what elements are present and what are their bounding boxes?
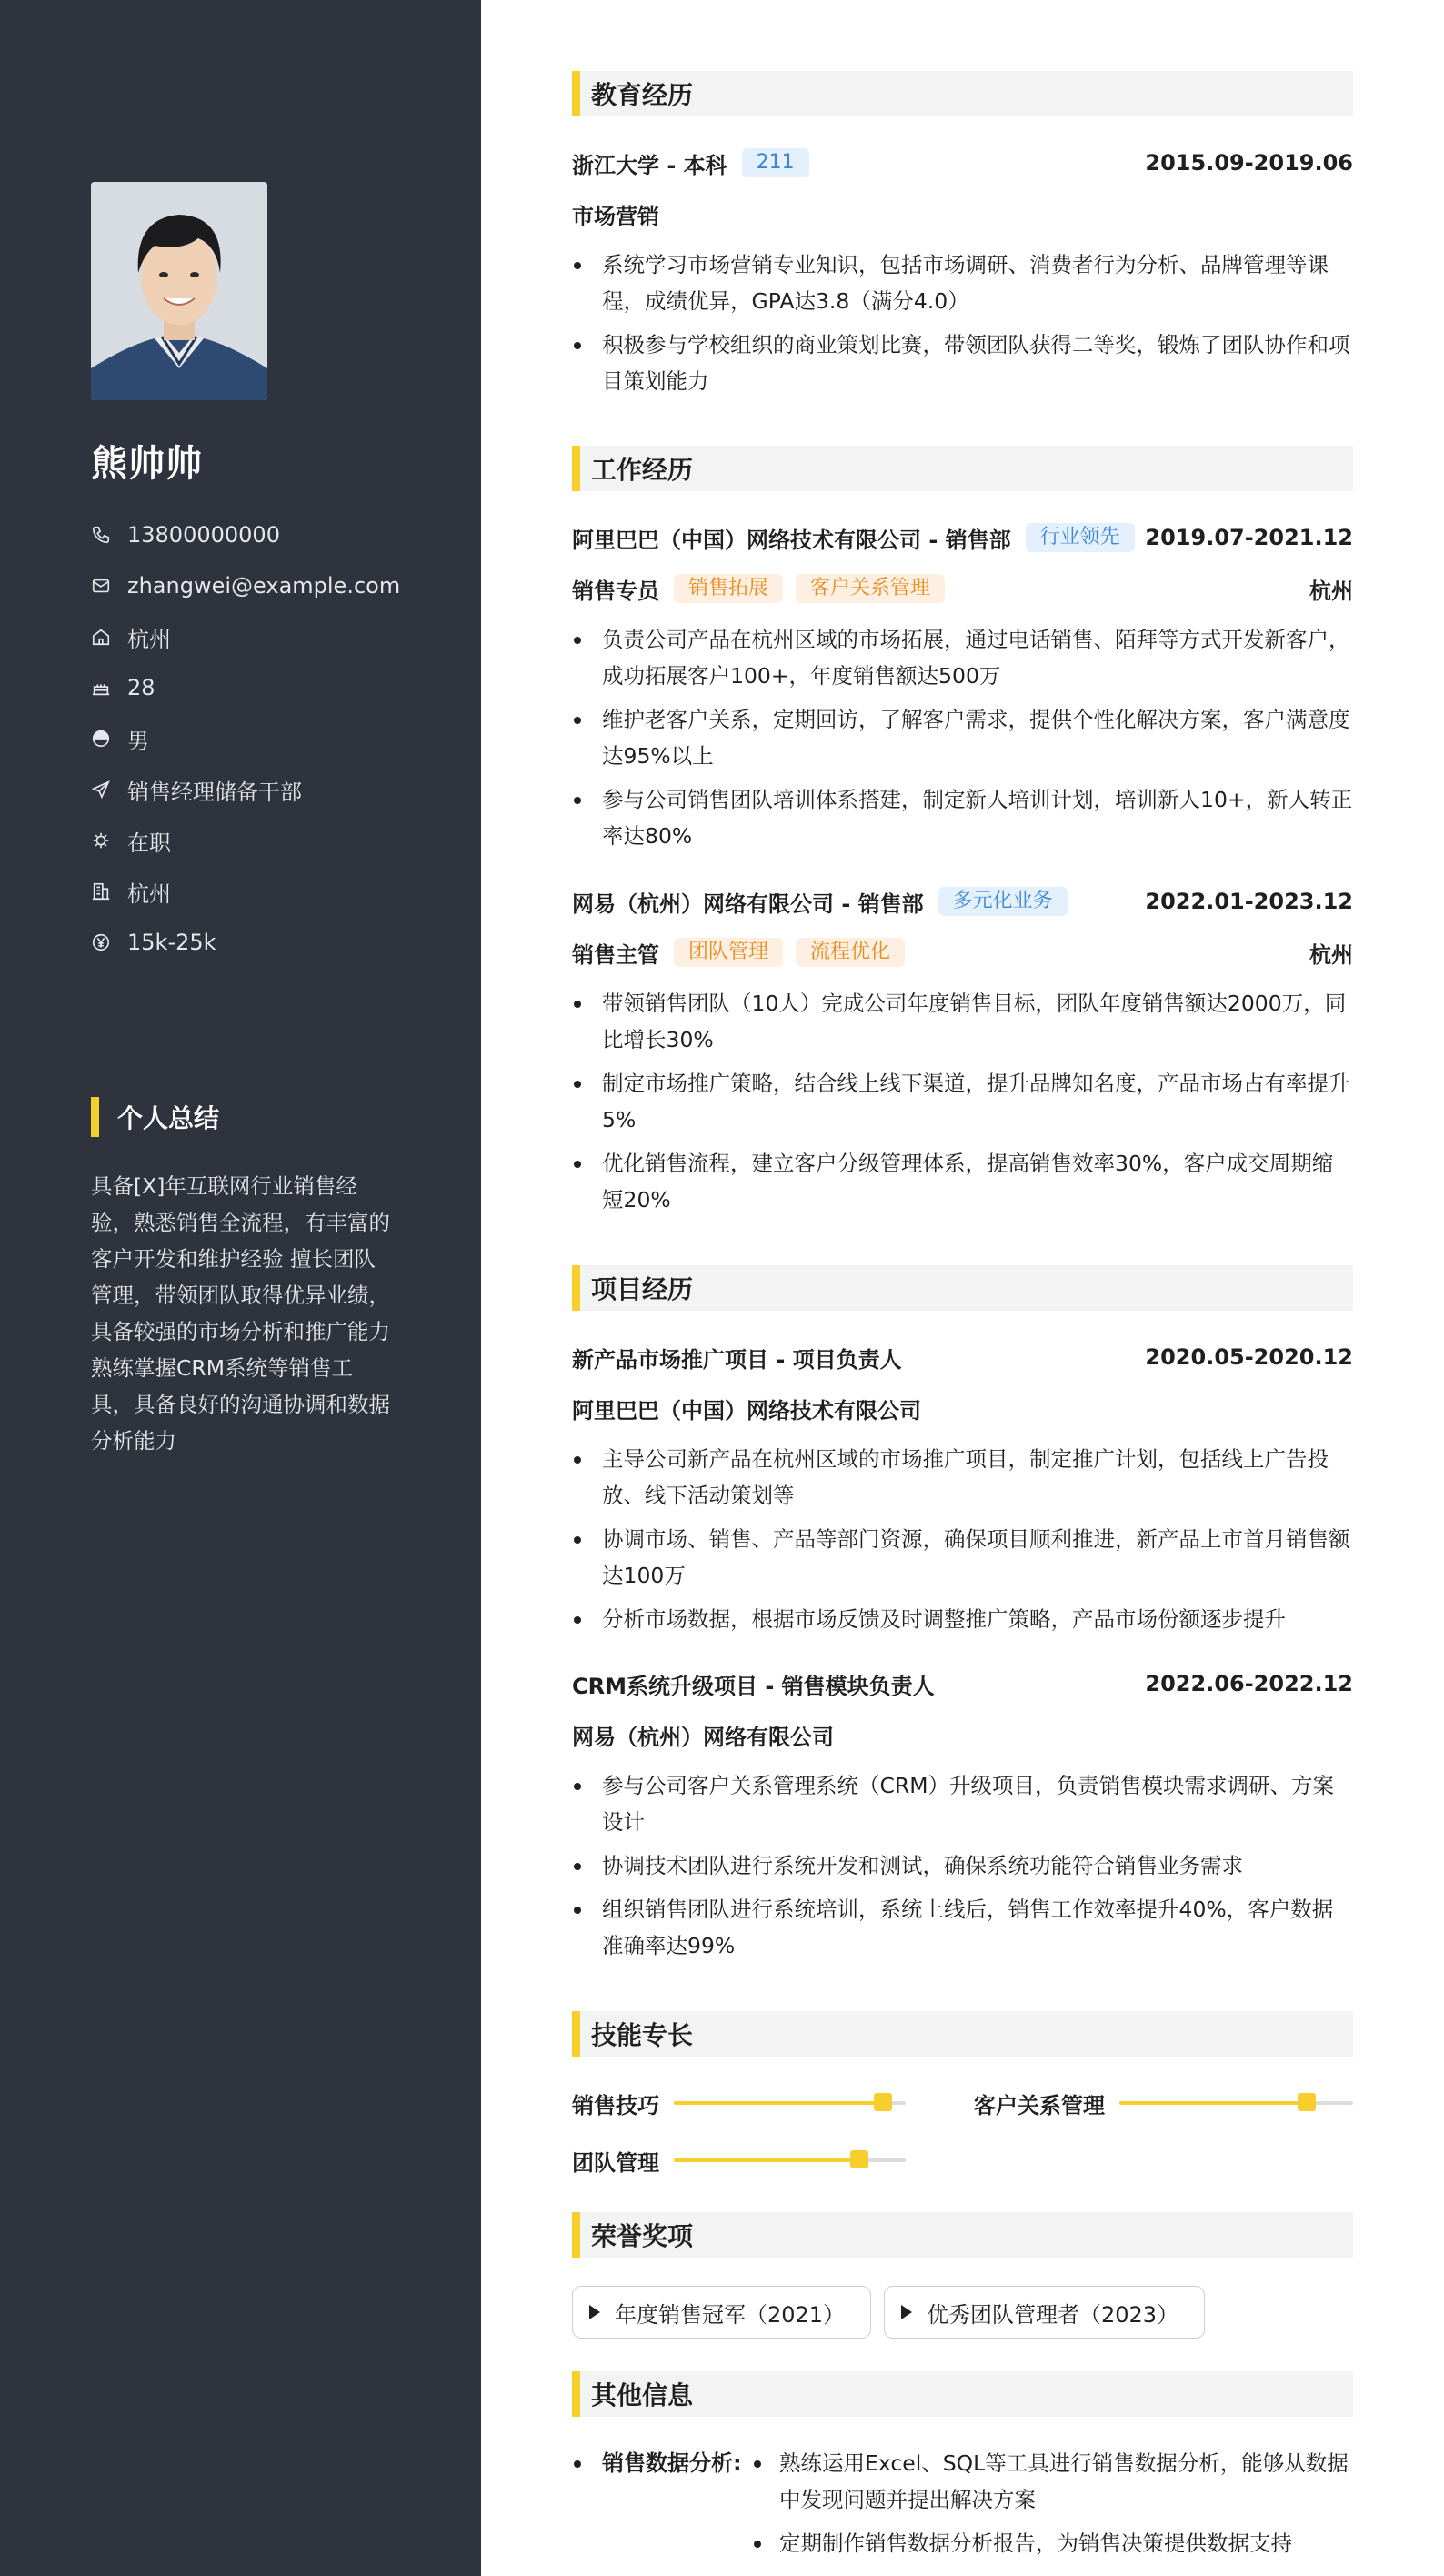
skill-bar	[674, 2101, 906, 2105]
triangle-right-icon	[589, 2305, 600, 2319]
contact-value: 销售经理储备干部	[127, 779, 302, 805]
job-role: 销售专员	[572, 578, 659, 604]
yuan-icon	[91, 932, 111, 952]
major-name: 市场营销	[572, 203, 659, 229]
contact-phone	[91, 509, 400, 560]
skill-name: 客户关系管理	[974, 2092, 1105, 2118]
contact-value: 杭州	[127, 626, 171, 652]
contact-status	[91, 815, 400, 866]
job-role-row	[572, 570, 1353, 607]
job-skill-tag: 销售拓展	[674, 574, 783, 603]
contact-email	[91, 560, 400, 611]
sidebar	[0, 0, 481, 2576]
list-item: 组织销售团队进行系统培训，系统上线后，销售工作效率提升40%，客户数据准确率达99%	[572, 1891, 1353, 1964]
project-company-row	[572, 1716, 1353, 1753]
skill-bar-fill	[674, 2158, 859, 2162]
job-skill-tag: 客户关系管理	[796, 574, 945, 603]
summary-title: 个人总结	[91, 1097, 219, 1137]
other-label: 销售数据分析:	[572, 2445, 742, 2481]
project-company-row	[572, 1390, 1353, 1426]
contact-value: 13800000000	[127, 522, 280, 548]
job-city: 杭州	[1309, 941, 1353, 968]
list-item: 熟练运用Excel、SQL等工具进行销售数据分析，能够从数据中发现问题并提出解决方案	[752, 2445, 1353, 2518]
skill-bar	[674, 2158, 906, 2162]
job-period: 2022.01-2023.12	[1145, 889, 1353, 914]
section-projects-title: 项目经历	[572, 1265, 1353, 1311]
skill-bar-knob	[874, 2093, 892, 2111]
project-company: 阿里巴巴（中国）网络技术有限公司	[572, 1397, 921, 1424]
honor-badge	[884, 2286, 1205, 2339]
gender-icon	[91, 729, 111, 749]
job-header	[572, 883, 1353, 920]
skill-name: 团队管理	[572, 2149, 659, 2176]
other-bullets	[752, 2445, 1353, 2569]
job-company: 网易（杭州）网络有限公司 - 销售部	[572, 891, 924, 917]
honor-label: 年度销售冠军（2021）	[615, 2301, 846, 2328]
list-item: 协调市场、销售、产品等部门资源，确保项目顺利推进，新产品上市首月销售额达100万	[572, 1521, 1353, 1594]
honor-label: 优秀团队管理者（2023）	[927, 2301, 1179, 2328]
avatar	[91, 182, 267, 400]
list-item: 分析市场数据，根据市场反馈及时调整推广策略，产品市场份额逐步提升	[572, 1601, 1353, 1637]
building-icon	[91, 881, 111, 901]
education-bullets	[572, 247, 1353, 407]
job-bullets	[572, 621, 1353, 861]
job-role: 销售主管	[572, 941, 659, 968]
job-tag: 多元化业务	[938, 887, 1068, 916]
contact-value: 15k-25k	[127, 930, 216, 955]
section-education-title: 教育经历	[572, 71, 1353, 116]
job-skill-tag: 流程优化	[796, 938, 905, 967]
list-item: 定期制作销售数据分析报告，为销售决策提供数据支持	[752, 2525, 1353, 2561]
contact-salary	[91, 917, 400, 968]
list-item: 协调技术团队进行系统开发和测试，确保系统功能符合销售业务需求	[572, 1847, 1353, 1884]
list-item: 主导公司新产品在杭州区域的市场推广项目，制定推广计划，包括线上广告投放、线下活动策划等	[572, 1441, 1353, 1514]
project-name: 新产品市场推广项目 - 项目负责人	[572, 1346, 902, 1373]
list-item: 系统学习市场营销专业知识，包括市场调研、消费者行为分析、品牌管理等课程，成绩优异，GPA达3.8（满分4.0）	[572, 247, 1353, 319]
contact-gender	[91, 713, 400, 764]
project-period: 2022.06-2022.12	[1145, 1671, 1353, 1696]
job-company: 阿里巴巴（中国）网络技术有限公司 - 销售部	[572, 527, 1011, 553]
send-icon	[91, 780, 111, 800]
job-period: 2019.07-2021.12	[1145, 525, 1353, 550]
contact-city	[91, 866, 400, 917]
job-tag: 行业领先	[1026, 523, 1135, 552]
contact-value: 男	[127, 728, 149, 754]
list-item: 维护老客户关系，定期回访，了解客户需求，提供个性化解决方案，客户满意度达95%以上	[572, 701, 1353, 774]
skill-bar-fill	[674, 2101, 883, 2105]
skill-bar-fill	[1119, 2101, 1307, 2105]
contact-age	[91, 662, 400, 713]
contact-value: 在职	[127, 830, 171, 856]
skill-bar-knob	[850, 2150, 868, 2168]
status-icon	[91, 830, 111, 850]
education-period: 2015.09-2019.06	[1145, 150, 1353, 176]
project-header	[572, 1339, 1353, 1375]
section-skills-title: 技能专长	[572, 2011, 1353, 2057]
honor-badge	[572, 2286, 871, 2339]
summary-text: 具备[X]年互联网行业销售经验，熟悉销售全流程，有丰富的客户开发和维护经验 擅长团队管理，带领团队取得优异业绩，具备较强的市场分析和推广能力 熟练掌握CRM系统等销售工具，具备良好的沟通协调和数据分析能力	[91, 1173, 390, 1454]
list-item: 参与公司销售团队培训体系搭建，制定新人培训计划，培训新人10+，新人转正率达80%	[572, 781, 1353, 854]
job-city: 杭州	[1309, 578, 1353, 604]
job-skill-tag: 团队管理	[674, 938, 783, 967]
project-header	[572, 1665, 1353, 1702]
school-name: 浙江大学 - 本科	[572, 152, 727, 178]
list-item: 优化销售流程，建立客户分级管理体系，提高销售效率30%，客户成交周期缩短20%	[572, 1145, 1353, 1218]
candidate-name: 熊帅帅	[91, 443, 203, 485]
skill-item	[572, 2142, 906, 2179]
project-name: CRM系统升级项目 - 销售模块负责人	[572, 1673, 935, 1699]
list-item: 制定市场推广策略，结合线上线下渠道，提升品牌知名度，产品市场占有率提升5%	[572, 1065, 1353, 1138]
school-tag: 211	[742, 148, 809, 177]
mail-icon	[91, 576, 111, 596]
job-bullets	[572, 985, 1353, 1225]
skill-name: 销售技巧	[572, 2092, 659, 2118]
list-item: 积极参与学校组织的商业策划比赛，带领团队获得二等奖，锻炼了团队协作和项目策划能力	[572, 327, 1353, 399]
triangle-right-icon	[901, 2305, 912, 2319]
contact-value: 28	[127, 675, 155, 700]
project-bullets	[572, 1441, 1353, 1645]
section-work-title: 工作经历	[572, 446, 1353, 491]
list-item: 参与公司客户关系管理系统（CRM）升级项目，负责销售模块需求调研、方案设计	[572, 1767, 1353, 1840]
section-honors-title: 荣誉奖项	[572, 2212, 1353, 2258]
project-period: 2020.05-2020.12	[1145, 1344, 1353, 1370]
contact-value: zhangwei@example.com	[127, 573, 401, 599]
home-icon	[91, 627, 111, 647]
education-header	[572, 145, 1353, 181]
contact-position	[91, 764, 400, 815]
job-header	[572, 519, 1353, 556]
skill-item	[572, 2085, 906, 2121]
contact-home	[91, 611, 400, 662]
project-bullets	[572, 1767, 1353, 1971]
contact-list	[91, 509, 400, 968]
project-company: 网易（杭州）网络有限公司	[572, 1724, 834, 1750]
skill-bar	[1119, 2101, 1353, 2105]
cake-icon	[91, 678, 111, 698]
section-other-title: 其他信息	[572, 2371, 1353, 2417]
contact-value: 杭州	[127, 880, 171, 907]
list-item: 负责公司产品在杭州区域的市场拓展，通过电话销售、陌拜等方式开发新客户，成功拓展客户100+，年度销售额达500万	[572, 621, 1353, 694]
education-major	[572, 196, 1353, 232]
list-item: 带领销售团队（10人）完成公司年度销售目标，团队年度销售额达2000万，同比增长30%	[572, 985, 1353, 1058]
job-role-row	[572, 934, 1353, 971]
skill-item	[974, 2085, 1353, 2121]
phone-icon	[91, 525, 111, 545]
skill-bar-knob	[1298, 2093, 1316, 2111]
